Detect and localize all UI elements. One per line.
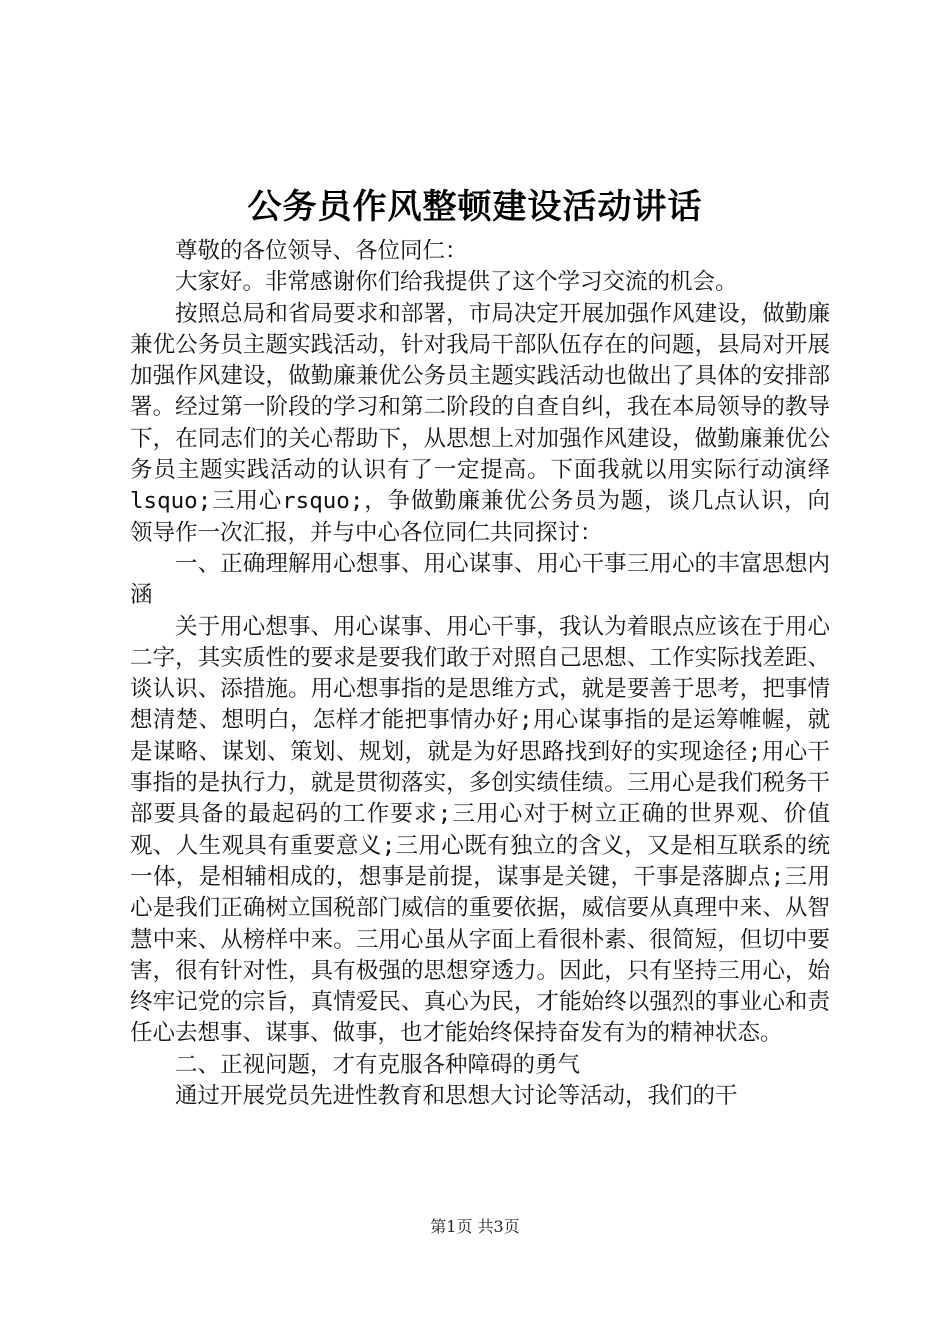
greeting-paragraph: 尊敬的各位领导、各位同仁： (175, 238, 468, 264)
document-body (130, 236, 830, 1112)
introduction-paragraph: 按照总局和省局要求和部署，市局决定开展加强作风建设，做勤廉兼优公务员主题实践活动，针对我局干部队伍存在的问题，县局对开展加强作风建设，做勤廉兼优公务员主题实践活动也做出了具体的安排部署。经过第一阶段的学习和第二阶段的自查自纠，我在本局领导的教导下，在同志们的关心帮助下，从思想上对加强作风建设，做勤廉兼优公务员主题实践活动的认识有了一定提高。下面我就以用实际行动演绎 lsquo;三用心rsquo;，争做勤廉兼优公务员为题，谈几点认识，向领导作一次汇报，并与中心各位同仁共同探讨： (130, 300, 830, 546)
document-title: 公务员作风整顿建设活动讲话 (247, 187, 703, 227)
opening-paragraph: 大家好。非常感谢你们给我提供了这个学习交流的机会。 (175, 269, 738, 296)
section-2-paragraph: 通过开展党员先进性教育和思想大讨论等活动，我们的干 (175, 1083, 738, 1110)
section-heading-1: 一、正确理解用心想事、用心谋事、用心干事三用心的丰富思想内涵 (130, 550, 830, 609)
section-heading-2: 二、正视问题，才有克服各种障碍的勇气 (175, 1051, 581, 1078)
page-number-footer: 第1页 共3页 (430, 1217, 520, 1236)
section-1-paragraph: 关于用心想事、用心谋事、用心干事，我认为着眼点应该在于用心二字，其实质性的要求是要我们敢于对照自己思想、工作实际找差距、谈认识、添措施。用心想事指的是思维方式，就是要善于思考，把事情想清楚、想明白，怎样才能把事情办好;用心谋事指的是运筹帷幄，就是谋略、谋划、策划、规划，就是为好思路找到好的实现途径;用心干事指的是执行力，就是贯彻落实，多创实绩佳绩。三用心是我们税务干部要具备的最起码的工作要求;三用心对于树立正确的世界观、价值观、人生观具有重要意义;三用心既有独立的含义，又是相互联系的统一体，是相辅相成的，想事是前提，谋事是关键，干事是落脚点;三用心是我们正确树立国税部门威信的重要依据，威信要从真理中来、从智慧中来、从榜样中来。三用心虽从字面上看很朴素、很简短，但切中要害，很有针对性，具有极强的思想穿透力。因此，只有坚持三用心，始终牢记党的宗旨，真情爱民、真心为民，才能始终以强烈的事业心和责任心去想事、谋事、做事，也才能始终保持奋发有为的精神状态。 (130, 613, 830, 1047)
